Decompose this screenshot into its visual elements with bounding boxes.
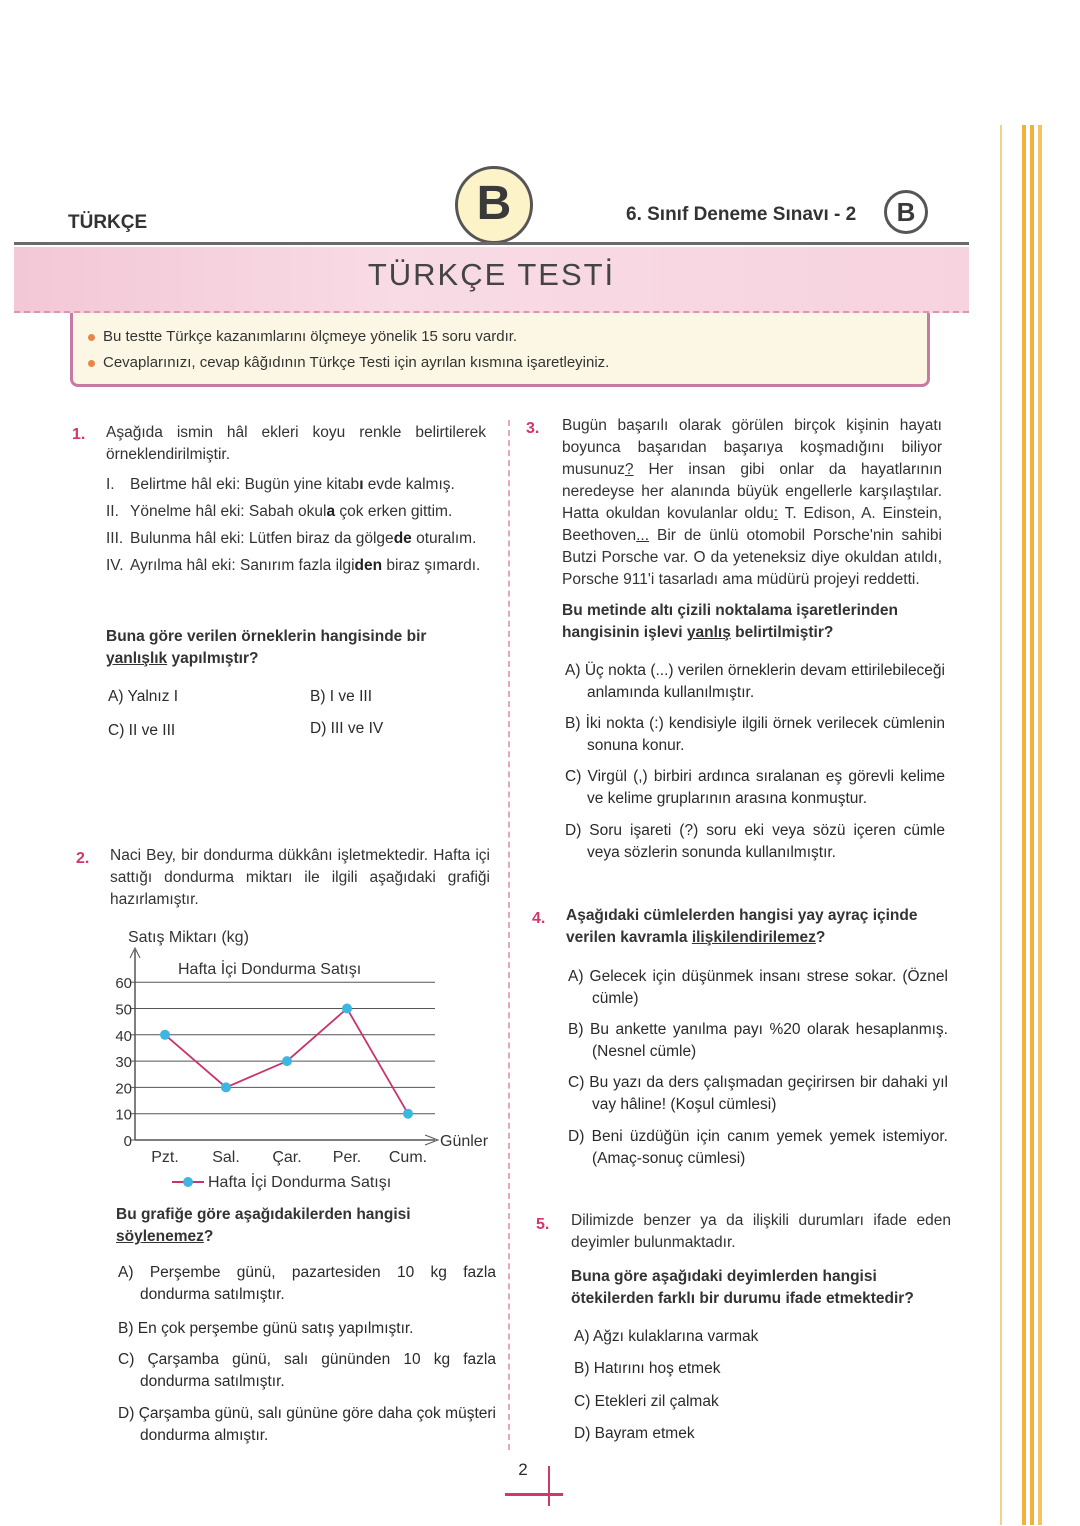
instruction-item <box>88 354 609 371</box>
question-text: Aşağıdaki cümlelerden hangisi yay ayraç içinde verilen kavramla <box>566 907 918 946</box>
page-number-rule <box>548 1466 550 1506</box>
x-tick-label: Pzt. <box>151 1149 179 1166</box>
instructions-box <box>70 313 930 387</box>
item-numeral: II. <box>106 503 119 520</box>
q4-option-a[interactable]: A) Gelecek için düşünmek insanı strese sokar. (Öznel cümle) <box>568 968 948 1007</box>
q1-items <box>106 474 486 577</box>
question-text: Bu metinde altı çizili noktalama işaretlerinden hangisinin işlevi <box>562 602 898 641</box>
q3-option-b[interactable]: B) İki nokta (:) kendisiyle ilgili örnek verilecek cümlenin sonuna konur. <box>565 715 945 754</box>
q3-question <box>562 600 944 644</box>
q2-option-b[interactable]: B) En çok perşembe günü satış yapılmıştır. <box>118 1320 414 1337</box>
data-point <box>282 1056 292 1066</box>
y-axis-label: Satış Miktarı (kg) <box>128 929 249 946</box>
underlined-punctuation: ... <box>636 527 650 544</box>
x-tick-label: Cum. <box>388 1149 428 1166</box>
q3-option-c[interactable]: C) Virgül (,) birbiri ardınca sıralanan eş görevli kelime ve kelime gruplarının arasına konmuştur. <box>565 768 945 807</box>
item-bold: de <box>393 530 412 547</box>
test-title: TÜRKÇE TESTİ <box>367 257 616 292</box>
item-numeral: III. <box>106 530 124 547</box>
q5-stem: Dilimizde benzer ya da ilişkili durumları ifade eden deyimler bulunmaktadır. <box>571 1212 951 1251</box>
subject-label: TÜRKÇE <box>68 212 148 233</box>
page-number: 2 <box>518 1460 528 1479</box>
data-point <box>160 1030 170 1040</box>
question-emphasis: yanlışlık <box>106 650 168 667</box>
item-bold: a <box>326 503 336 520</box>
question-number: 2. <box>76 850 90 867</box>
x-tick-label: Sal. <box>212 1149 240 1166</box>
q5-option-b[interactable]: B) Hatırını hoş etmek <box>574 1360 721 1377</box>
header-rule <box>14 242 969 245</box>
question-emphasis: yanlış <box>686 624 731 641</box>
q2-stem: Naci Bey, bir dondurma dükkânı işletmektedir. Hafta içi sattığı dondurma miktarı ile ilgili aşağıdaki grafiği hazırlamıştır. <box>110 847 490 908</box>
data-point <box>221 1082 231 1092</box>
q1-item <box>106 501 486 523</box>
page-number-rule <box>505 1493 563 1496</box>
booklet-b-logo: B <box>455 166 533 244</box>
y-tick-label: 20 <box>115 1080 132 1098</box>
q2-question <box>116 1204 496 1248</box>
exam-title: 6. Sınıf Deneme Sınavı - 2 <box>626 204 857 225</box>
passage-text: Bir de ünlü otomobil Porsche'nin sahibi Butzi Porsche var. O da yeteneksiz diye okuldan atıldı <box>562 527 942 566</box>
item-text: Bulunma hâl eki: Lütfen biraz da gölge <box>130 530 394 547</box>
item-text: Belirtme hâl eki: Bugün yine kitab <box>130 476 360 493</box>
y-tick-label: 30 <box>115 1054 132 1072</box>
line-chart <box>100 920 500 1200</box>
question-number: 3. <box>526 420 540 437</box>
column-divider <box>508 420 510 1450</box>
y-tick-label: 10 <box>115 1106 132 1124</box>
q1-option-b[interactable]: B) I ve III <box>310 688 373 705</box>
q5-option-d[interactable]: D) Bayram etmek <box>574 1425 695 1442</box>
y-tick-label: 40 <box>115 1027 132 1045</box>
q1-stem: Aşağıda ismin hâl ekleri koyu renkle belirtilerek örneklendirilmiştir. <box>106 424 486 463</box>
passage-text: Porsche 911'i tasarladı ama müdürü projeyi reddetti. <box>562 571 920 588</box>
question-number: 4. <box>532 910 546 927</box>
q3-option-d[interactable]: D) Soru işareti (?) soru eki veya sözü içeren cümle veya sözlerin sonunda kullanılmıştır. <box>565 822 945 861</box>
y-tick-label: 0 <box>123 1133 132 1150</box>
chart-title: Hafta İçi Dondurma Satışı <box>178 961 362 978</box>
q3-passage <box>562 415 942 591</box>
q1-option-d[interactable]: D) III ve IV <box>310 720 384 737</box>
question-text: Buna göre verilen örneklerin hangisinde bir <box>106 628 427 645</box>
legend-label: Hafta İçi Dondurma Satışı <box>208 1174 392 1191</box>
x-axis-label: Günler <box>440 1133 489 1150</box>
edge-stripe <box>1022 125 1026 1525</box>
item-bold: ı <box>359 476 364 493</box>
passage-text: T. Edison, A. Einstein, Beethoven <box>562 505 942 544</box>
underlined-punctuation: , <box>937 549 942 566</box>
item-bold: den <box>354 557 383 574</box>
q1-question <box>106 626 491 670</box>
item-text: Yönelme hâl eki: Sabah okul <box>130 503 327 520</box>
q1-item <box>106 555 486 577</box>
q2-option-c[interactable]: C) Çarşamba günü, salı gününden 10 kg fazla dondurma satılmıştır. <box>118 1351 496 1390</box>
x-tick-label: Çar. <box>272 1149 302 1166</box>
instruction-item <box>88 328 517 345</box>
q4-option-c[interactable]: C) Bu yazı da ders çalışmadan geçirirsen bir dahaki yıl vay hâline! (Koşul cümlesi) <box>568 1074 948 1113</box>
question-text: Bu grafiğe göre aşağıdakilerden hangisi <box>116 1206 411 1223</box>
item-text: biraz şımardı. <box>382 557 481 574</box>
q1-option-c[interactable]: C) II ve III <box>108 722 176 739</box>
q5-option-a[interactable]: A) Ağzı kulaklarına varmak <box>574 1328 759 1345</box>
booklet-b-badge: B <box>884 190 928 234</box>
item-text: oturalım. <box>411 530 477 547</box>
q4-option-b[interactable]: B) Bu ankette yanılma payı %20 olarak hesaplanmış. (Nesnel cümle) <box>568 1021 948 1060</box>
question-number: 5. <box>536 1216 550 1233</box>
q4-option-d[interactable]: D) Beni üzdüğün için canım yemek yemek istemiyor. (Amaç-sonuç cümlesi) <box>568 1128 948 1167</box>
y-tick-label: 50 <box>115 1001 132 1019</box>
y-tick-label: 60 <box>115 975 132 993</box>
q2-option-a[interactable]: A) Perşembe günü, pazartesiden 10 kg fazla dondurma satılmıştır. <box>118 1264 496 1303</box>
bullet-icon <box>88 360 95 367</box>
item-text: çok erken gittim. <box>335 503 453 520</box>
q1-option-a[interactable]: A) Yalnız I <box>108 688 179 705</box>
x-tick-label: Per. <box>332 1149 362 1166</box>
q4-question <box>566 905 948 949</box>
edge-stripe <box>1038 125 1042 1525</box>
question-text: yapılmıştır? <box>167 650 259 667</box>
q1-item <box>106 474 486 496</box>
question-emphasis: söylenemez <box>116 1228 204 1245</box>
underlined-punctuation: ? <box>624 461 634 478</box>
edge-stripe <box>1030 125 1034 1525</box>
item-numeral: I. <box>106 476 115 493</box>
item-text: evde kalmış. <box>363 476 455 493</box>
item-numeral: IV. <box>106 557 124 574</box>
passage-text: Bugün başarılı olarak görülen birçok kişinin hayatı boyunca başarıdan başarıya koşmadığını biliyor musunuz <box>562 417 942 478</box>
q1-item <box>106 528 486 550</box>
data-point <box>403 1109 413 1119</box>
instruction-text: Bu testte Türkçe kazanımlarını ölçmeye yönelik 15 soru vardır. <box>103 328 518 345</box>
legend-marker <box>183 1177 193 1187</box>
underlined-punctuation: : <box>773 505 779 522</box>
question-number: 1. <box>72 426 86 443</box>
q5-question: Buna göre aşağıdaki deyimlerden hangisi ötekilerden farklı bir durumu ifade etmektedir? <box>571 1268 914 1307</box>
q5-option-c[interactable]: C) Etekleri zil çalmak <box>574 1393 719 1410</box>
question-text: ? <box>203 1228 214 1245</box>
data-point <box>342 1004 352 1014</box>
item-text: Ayrılma hâl eki: Sanırım fazla ilgi <box>130 557 355 574</box>
edge-stripe <box>1000 125 1002 1525</box>
question-text: belirtilmiştir? <box>730 624 834 641</box>
q2-option-d[interactable]: D) Çarşamba günü, salı gününe göre daha çok müşteri dondurma almıştır. <box>118 1405 496 1444</box>
passage-text: Her insan gibi onlar da hayatlarının neredeyse her alanında büyük engellerle karşılaştılar. Hatta okuldan kovulanlar oldu <box>562 461 942 522</box>
question-emphasis: ilişkilendirilemez <box>691 929 816 946</box>
question-text: ? <box>815 929 826 946</box>
q3-option-a[interactable]: A) Üç nokta (...) verilen örneklerin devam ettirilebileceği anlamında kullanılmıştır. <box>565 662 945 701</box>
instruction-text: Cevaplarınızı, cevap kâğıdının Türkçe Testi için ayrılan kısmına işaretleyiniz. <box>103 354 610 371</box>
bullet-icon <box>88 334 95 341</box>
